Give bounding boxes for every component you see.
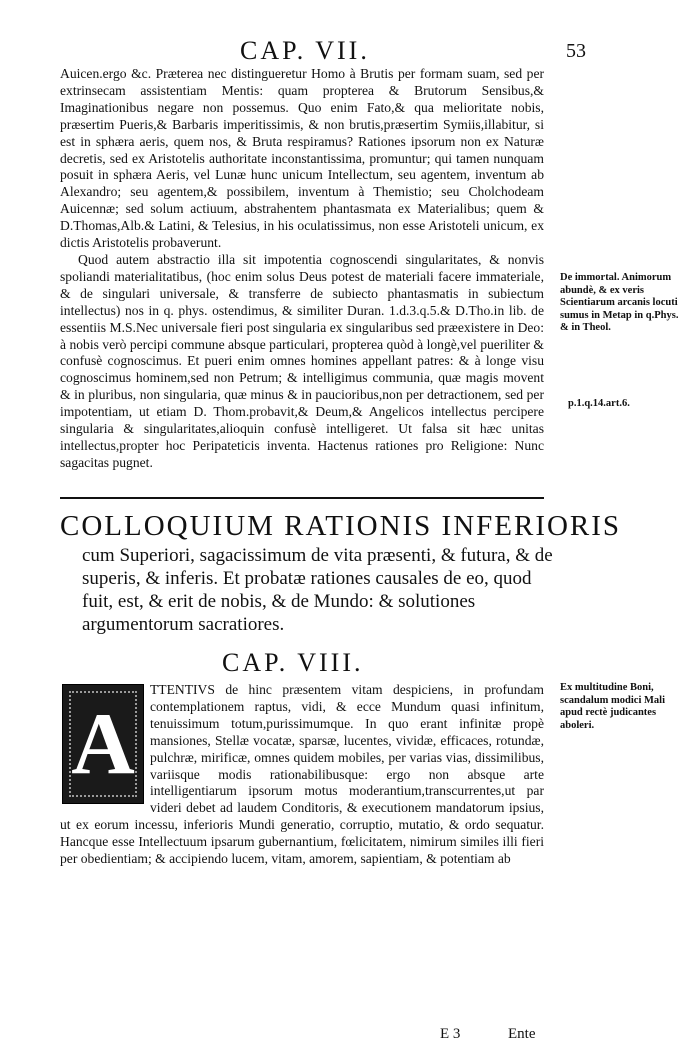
- margin-note: Ex multitudine Boni, scandalum modici Mali apud rectè judicantes aboleri.: [560, 682, 666, 731]
- signature-mark: E 3: [440, 1026, 461, 1042]
- initial-spacer: [60, 682, 150, 804]
- running-head: CAP. VII.: [240, 36, 370, 65]
- chapter-8-body: TTENTIVS de hinc præsentem vitam despiciens, in profundam contemplationem raptus, vidi, & ecce Mundum quasi infinitum, tenuissimum totum,purissimumque. In quo erant infinitæ propè mansiones, Stellæ vocatæ, sparsæ, lucentes, vividæ, efficaces, rotundæ, pulchræ, mirificæ, omnes quidem mobiles, per varias vias, dissimilibus, variisque modis rationabilibusque: ergo non absque arte intelligentiarum ipsorum motus moderantium,transcurrentes,ut par videri debet ad laudem Conditoris, & executionem mandatorum ipsius, ut ex eorum incessu, inferioris Mundi generatio, corruptio, mutatio, & ordo sequatur. Hancque esse Intellectuum ipsarum gubernantium, fœlicitatem, nimirum similes illi fieri per obedientiam; & accipiendo lucem, vitam, amorem, sapientiam, & potentiam ab: [60, 682, 544, 867]
- section-divider: [60, 497, 544, 499]
- colloquium-heading: [60, 508, 622, 636]
- chapter-8-heading: CAP. VIII.: [222, 648, 364, 677]
- catchword: Ente: [508, 1026, 536, 1042]
- initial-letter: A: [71, 695, 135, 793]
- colloquium-title: COLLOQUIUM RATIONIS INFERIORIS: [60, 510, 622, 542]
- page-number: 53: [566, 40, 586, 62]
- paragraph: Auicen.ergo &c. Præterea nec distingueretur Homo à Brutis per formam suam, sed per extrinsecam assistentiam Mentis: quam propterea & Brutorum Sensibus,& Imaginationibus negare non possemus. Quo enim Fato,& qua melioritate nobis, præsertim Pueris,& Barbaris imperitissimis, & non brutis,præsertim Symiis,illabitur, si est in sphæra aeris, quem nos, & Bruta respiramus? Rationes ipsorum non ex Naturæ decretis, sed ex Aristotelis authoritate inconstantissima, promuntur; qui tamen nunquam posuit in sphæra Aeris, vel Lunæ hunc unicum Intellectum, seu agentem, inventum ab Alexandro; seu agentem,& possibilem, inventum à Themistio; seu Cholchodeam Auicennæ; sed solum actiuum, abstrahentem phantasmata ex Materialibus; quem & D.Thomas,Alb.& Latini, & Telesius, in his oculatissimus, non esse Aristoteli unicum, ex dictis Aristotelis probaverunt.: [60, 66, 544, 251]
- margin-reference: p.1.q.14.art.6.: [568, 398, 630, 409]
- chapter-7-text: [60, 66, 544, 472]
- paragraph: [60, 682, 544, 868]
- colloquium-subtitle: cum Superiori, sagacissimum de vita præsenti, & futura, & de superis, & inferis. Et probatæ rationes causales de eo, quod fuit, est, & erit de nobis, & de Mundo: & solutiones argumentorum sacratiores.: [82, 545, 553, 635]
- chapter-8-text: [60, 682, 544, 868]
- margin-note: De immortal. Animorum abundè, & ex veris Scientiarum arcanis locuti sumus in Metap in q.Phys. & in Theol.: [560, 272, 679, 333]
- paragraph: Quod autem abstractio illa sit impotentia cognoscendi singularitates, & nonvis spoliandi materialitatibus, (hoc enim solus Deus potest de materiali facere immateriale, & de singulari universale, & transferre de subiecto phantasmatis in subiectum intellectus) nos in q. phys. ostendimus, & similiter Duran. 1.d.3.q.5.& D.Tho.in lib. de essentiis M.S.Nec universale fieri post singularia ex singularibus sed præexistere in Deo: à nobis verò percipi commune absque particulari, propterea quòd à longè,vel pueriliter & confusè cognoscimus. Et pueri enim omnes homines appellant patres: & à longe visu cognoscimus hominem,sed non Petrum; & intelligimus communia, quæ magis movent & in pluribus, non singularia, quæ minus & in paucioribus,non per detractionem, sed per impotentiam, ut etiam D. Thom.probavit,& Deum,& Angelicos intellectus percipere singularia & singularitates,alioquin confusè intelligeret. Ut falsa sit hæc unitas intellectus,propter hoc Peripateticis inventa. Hactenus rationes pro Religione: Nunc sagacitas pugnet.: [60, 251, 544, 470]
